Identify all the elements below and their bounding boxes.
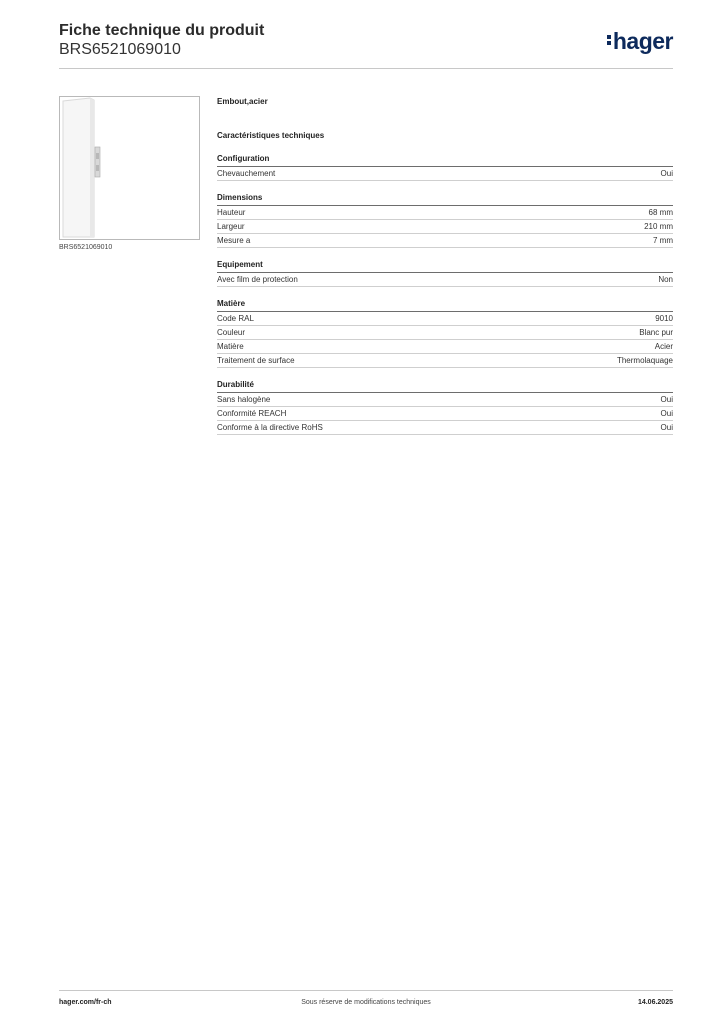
hager-logo [607, 28, 673, 55]
spec-row [217, 407, 673, 421]
spec-row [217, 312, 673, 326]
spec-label: Largeur [217, 222, 245, 231]
document-header [59, 22, 673, 59]
spec-row [217, 421, 673, 435]
spec-row [217, 393, 673, 407]
spec-value: Thermolaquage [616, 356, 673, 365]
spec-label: Mesure a [217, 236, 251, 245]
spec-row [217, 167, 673, 181]
product-image [59, 96, 200, 240]
spec-value: 210 mm [644, 222, 673, 231]
spec-row [217, 206, 673, 220]
footer-date: 14.06.2025 [637, 999, 673, 1006]
spec-group [217, 379, 673, 435]
spec-group-title: Dimensions [217, 192, 673, 206]
spec-value: Oui [660, 409, 673, 418]
spec-value: 68 mm [648, 208, 673, 217]
spec-group-title: Configuration [217, 153, 673, 167]
page-title: Fiche technique du produit [59, 22, 265, 39]
spec-value: Acier [654, 342, 673, 351]
spec-group [217, 259, 673, 287]
spec-value: Oui [660, 395, 673, 404]
spec-row [217, 234, 673, 248]
spec-label: Conformité REACH [217, 409, 287, 418]
spec-value: Non [658, 275, 673, 284]
spec-label: Chevauchement [217, 169, 276, 178]
spec-groups [217, 153, 673, 435]
spec-value: Oui [660, 169, 673, 178]
image-caption: BRS6521069010 [59, 244, 113, 251]
spec-label: Hauteur [217, 208, 246, 217]
spec-value: Blanc pur [639, 328, 673, 337]
spec-value: 7 mm [653, 236, 673, 245]
spec-group-title: Equipement [217, 259, 673, 273]
spec-row [217, 273, 673, 287]
spec-label: Code RAL [217, 314, 254, 323]
spec-group [217, 153, 673, 181]
spec-label: Traitement de surface [217, 356, 295, 365]
spec-label: Conforme à la directive RoHS [217, 423, 323, 432]
technical-specs [217, 96, 673, 435]
spec-group-title: Durabilité [217, 379, 673, 393]
specs-section-title: Caractéristiques techniques [217, 131, 325, 140]
logo-colon-icon [607, 33, 611, 47]
footer-website-link[interactable]: hager.com/fr-ch [59, 999, 112, 1006]
header-divider [59, 68, 673, 69]
footer-divider [59, 990, 673, 991]
spec-group [217, 192, 673, 248]
spec-row [217, 326, 673, 340]
product-name: Embout,acier [217, 97, 268, 106]
spec-row [217, 354, 673, 368]
spec-label: Sans halogène [217, 395, 271, 404]
spec-row [217, 220, 673, 234]
end-cap-illustration [60, 97, 199, 239]
spec-label: Avec film de protection [217, 275, 298, 284]
spec-value: 9010 [655, 314, 673, 323]
spec-label: Couleur [217, 328, 246, 337]
spec-value: Oui [660, 423, 673, 432]
spec-row [217, 340, 673, 354]
spec-group [217, 298, 673, 368]
spec-label: Matière [217, 342, 244, 351]
product-reference: BRS6521069010 [59, 41, 181, 58]
logo-text: hager [612, 28, 673, 54]
spec-group-title: Matière [217, 298, 673, 312]
footer-notice: Sous réserve de modifications techniques [301, 999, 431, 1006]
